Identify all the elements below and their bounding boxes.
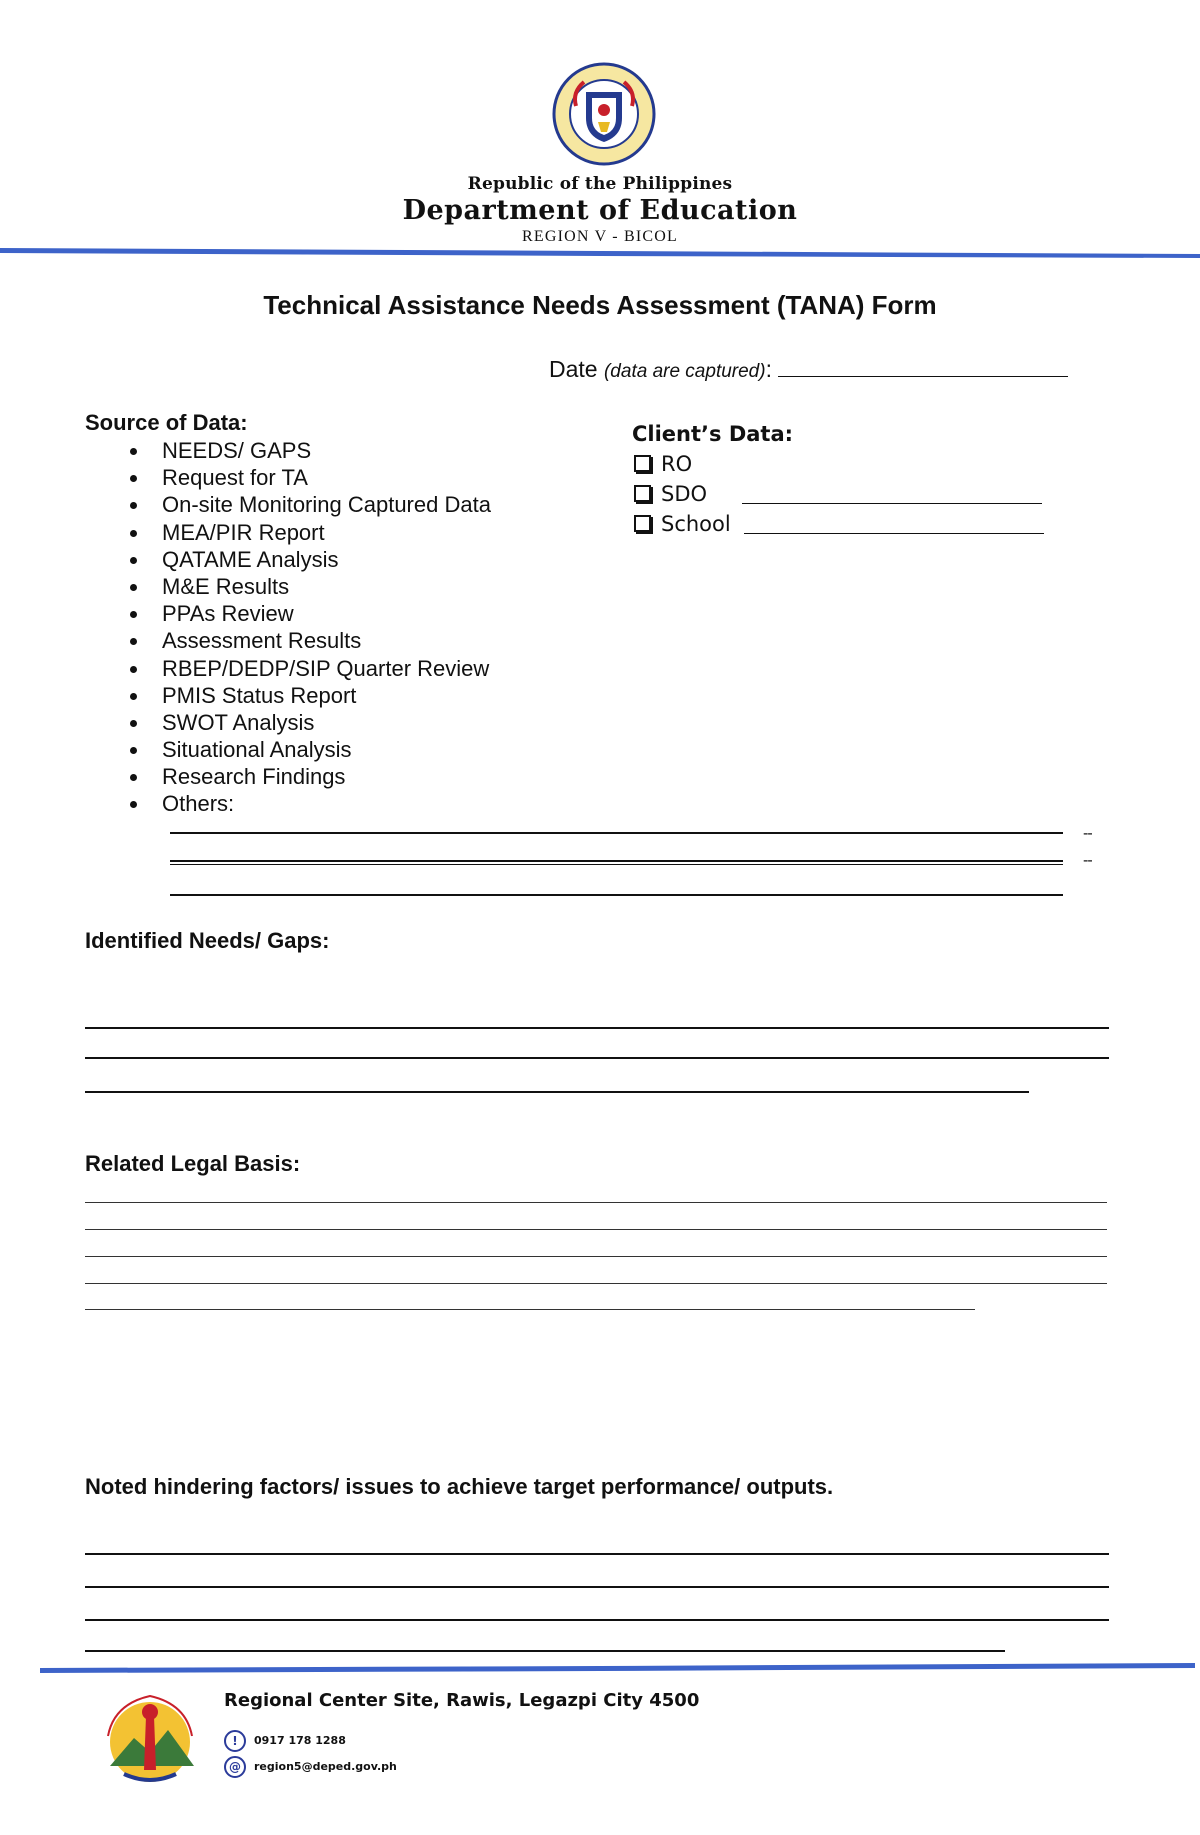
form-title: Technical Assistance Needs Assessment (TANA) Form	[263, 290, 937, 320]
bullet-icon	[130, 666, 137, 673]
hindering-input-line[interactable]	[85, 1553, 1109, 1555]
others-input-line[interactable]	[170, 894, 1063, 896]
bullet-icon	[130, 693, 137, 700]
header-region-line: REGION V - BICOL	[522, 228, 678, 245]
client-option-sdo[interactable]: SDO	[634, 482, 707, 506]
source-item: QATAME Analysis	[122, 546, 491, 573]
deped-region-v-logo	[94, 1686, 206, 1798]
bullet-icon	[130, 584, 137, 591]
others-input-line[interactable]	[170, 832, 1063, 834]
checkbox-icon[interactable]	[634, 455, 651, 472]
footer-email-row	[224, 1756, 397, 1778]
others-dash: --	[1083, 825, 1092, 842]
email-icon: @	[224, 1756, 246, 1778]
hindering-input-line[interactable]	[85, 1586, 1109, 1588]
footer-phone: 0917 178 1288	[254, 1734, 346, 1747]
bullet-icon	[130, 611, 137, 618]
header-divider-band	[0, 246, 1200, 260]
date-colon: :	[765, 356, 772, 382]
bullet-icon	[130, 475, 137, 482]
footer-email[interactable]: region5@deped.gov.ph	[254, 1760, 397, 1773]
source-item: NEEDS/ GAPS	[122, 437, 491, 464]
client-option-ro[interactable]: RO	[634, 452, 692, 476]
source-item: PPAs Review	[122, 600, 491, 627]
bullet-icon	[130, 638, 137, 645]
legal-basis-heading: Related Legal Basis:	[85, 1151, 301, 1176]
others-input-line[interactable]	[170, 860, 1063, 862]
others-input-line-underline	[170, 864, 1063, 865]
hindering-input-line[interactable]	[85, 1650, 1005, 1652]
header-department-line: Department of Education	[402, 195, 798, 226]
date-row	[549, 356, 1068, 383]
client-option-school[interactable]: School	[634, 512, 731, 536]
source-item: Request for TA	[122, 464, 491, 491]
checkbox-icon[interactable]	[634, 485, 651, 502]
footer-divider-band	[0, 1660, 1200, 1674]
bullet-icon	[130, 448, 137, 455]
legal-input-line[interactable]	[85, 1256, 1107, 1257]
legal-input-line[interactable]	[85, 1283, 1107, 1284]
footer-phone-row	[224, 1730, 346, 1752]
checkbox-icon[interactable]	[634, 515, 651, 532]
source-item: SWOT Analysis	[122, 709, 491, 736]
needs-heading: Identified Needs/ Gaps:	[85, 928, 330, 953]
bullet-icon	[130, 801, 137, 808]
deped-seal-logo	[552, 62, 656, 166]
bullet-icon	[130, 774, 137, 781]
date-label: Date	[549, 356, 598, 382]
source-item: On-site Monitoring Captured Data	[122, 491, 491, 518]
source-item: PMIS Status Report	[122, 682, 491, 709]
date-hint: (data are captured)	[603, 361, 766, 382]
source-item: RBEP/DEDP/SIP Quarter Review	[122, 655, 491, 682]
legal-input-line[interactable]	[85, 1229, 1107, 1230]
source-item: M&E Results	[122, 573, 491, 600]
source-item: Situational Analysis	[122, 736, 491, 763]
needs-input-line[interactable]	[85, 1057, 1109, 1059]
hindering-input-line[interactable]	[85, 1619, 1109, 1621]
others-dash: --	[1083, 852, 1092, 869]
bullet-icon	[130, 747, 137, 754]
bullet-icon	[130, 720, 137, 727]
bullet-icon	[130, 502, 137, 509]
source-item: Assessment Results	[122, 627, 491, 654]
legal-input-line[interactable]	[85, 1202, 1107, 1203]
phone-icon: !	[224, 1730, 246, 1752]
client-heading: Client’s Data:	[632, 422, 794, 446]
bullet-icon	[130, 557, 137, 564]
footer-address: Regional Center Site, Rawis, Legazpi City 4500	[224, 1690, 700, 1711]
source-item: Others:	[122, 790, 491, 817]
sdo-input-line[interactable]	[742, 503, 1042, 504]
needs-input-line[interactable]	[85, 1091, 1029, 1093]
source-heading: Source of Data:	[85, 410, 248, 435]
school-input-line[interactable]	[744, 533, 1044, 534]
needs-input-line[interactable]	[85, 1027, 1109, 1029]
legal-input-line[interactable]	[85, 1309, 975, 1310]
date-input-line[interactable]	[778, 376, 1068, 377]
source-item: MEA/PIR Report	[122, 519, 491, 546]
header-republic-line: Republic of the Philippines	[467, 174, 733, 194]
source-item: Research Findings	[122, 763, 491, 790]
hindering-factors-heading: Noted hindering factors/ issues to achieve target performance/ outputs.	[85, 1474, 834, 1499]
bullet-icon	[130, 530, 137, 537]
source-list	[122, 437, 491, 818]
